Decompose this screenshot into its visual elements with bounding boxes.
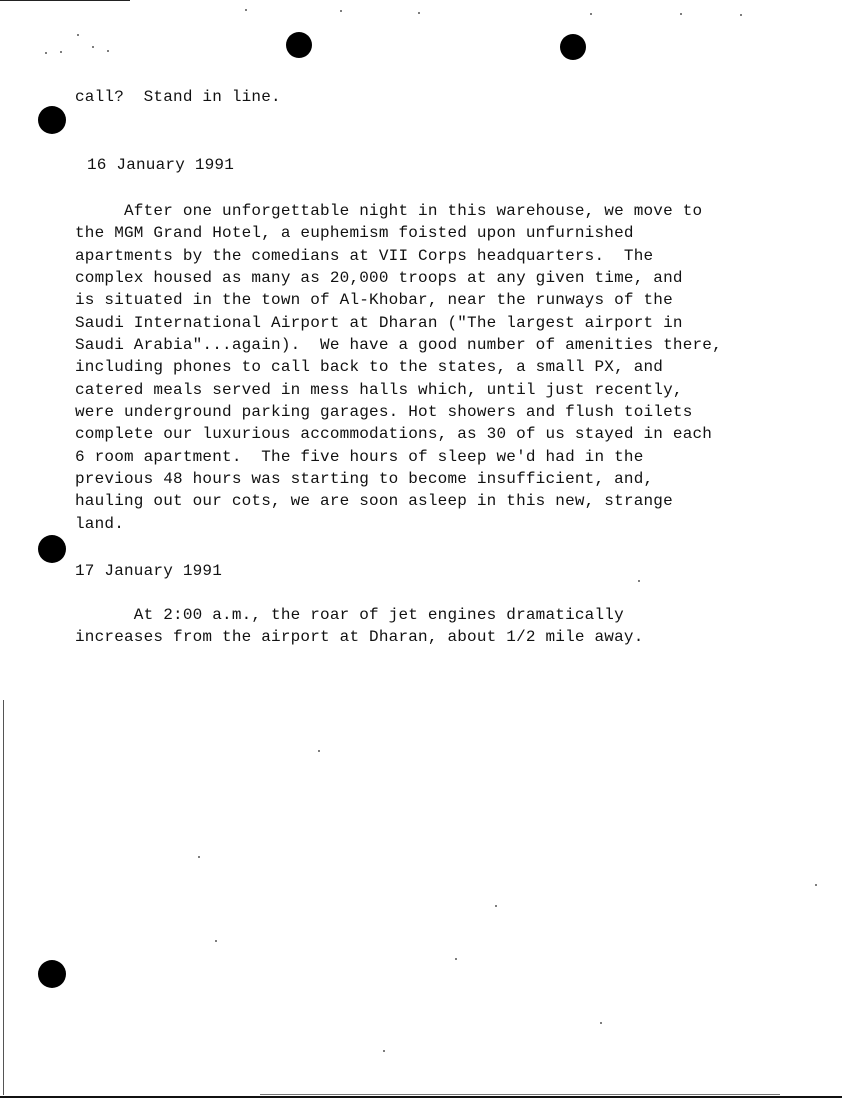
text-line: 6 room apartment. The five hours of sleep we'd had in the [75,447,644,466]
scan-speck [107,50,109,52]
text-line: Saudi Arabia"...again). We have a good number of amenities there, [75,336,722,355]
text-line: previous 48 hours was starting to become insufficient, and, [75,470,654,489]
text-line: After one unforgettable night in this warehouse, we move to [75,202,703,220]
bottom-edge-rule [0,1096,842,1098]
text-line: including phones to call back to the states, a small PX, and [75,358,664,377]
text-line: complete our luxurious accommodations, as 30 of us stayed in each [75,425,713,444]
scan-speck [590,13,592,15]
text-line: apartments by the comedians at VII Corps headquarters. The [75,246,654,265]
scan-speck [740,14,742,16]
entry-date-16-january: 16 January 1991 [87,156,235,174]
scan-speck [638,580,640,582]
scan-speck [215,940,217,942]
scan-speck [600,1022,602,1024]
entry-body-16-january [75,200,722,535]
scan-speck [198,856,200,858]
left-edge-rule [3,700,4,1095]
punch-hole-top-right [560,34,586,60]
text-line: Saudi International Airport at Dharan ("The largest airport in [75,313,683,332]
scan-speck [495,905,497,907]
scan-speck [680,13,682,15]
scan-speck [92,46,94,48]
text-line: complex housed as many as 20,000 troops at any given time, and [75,269,683,288]
scan-speck [318,750,320,752]
punch-hole-middle-left [38,535,66,563]
punch-hole-top-left [38,106,66,134]
punch-hole-bottom-left [38,960,66,988]
punch-hole-top-center [286,32,312,58]
text-line: At 2:00 a.m., the roar of jet engines dramatically [75,606,624,624]
text-line: is situated in the town of Al-Khobar, near the runways of the [75,291,673,310]
fragment-line: call? Stand in line. [75,88,281,106]
scan-speck [340,10,342,12]
entry-body-17-january [75,604,644,649]
text-line: were underground parking garages. Hot showers and flush toilets [75,403,693,422]
scan-speck [455,958,457,960]
scan-speck [77,34,79,36]
text-line: hauling out our cots, we are soon asleep in this new, strange [75,492,673,511]
bottom-edge-shadow [260,1094,780,1095]
scan-speck [245,9,247,11]
text-line: the MGM Grand Hotel, a euphemism foisted upon unfurnished [75,224,634,243]
top-edge-rule [0,0,130,1]
text-line: increases from the airport at Dharan, about 1/2 mile away. [75,628,644,647]
scan-speck [383,1050,385,1052]
scan-speck [60,51,62,53]
text-line: land. [75,514,125,533]
scan-speck [418,12,420,14]
text-line: catered meals served in mess halls which, until just recently, [75,380,683,399]
scan-speck [815,884,817,886]
scan-speck [45,52,47,54]
entry-date-17-january: 17 January 1991 [75,562,223,580]
